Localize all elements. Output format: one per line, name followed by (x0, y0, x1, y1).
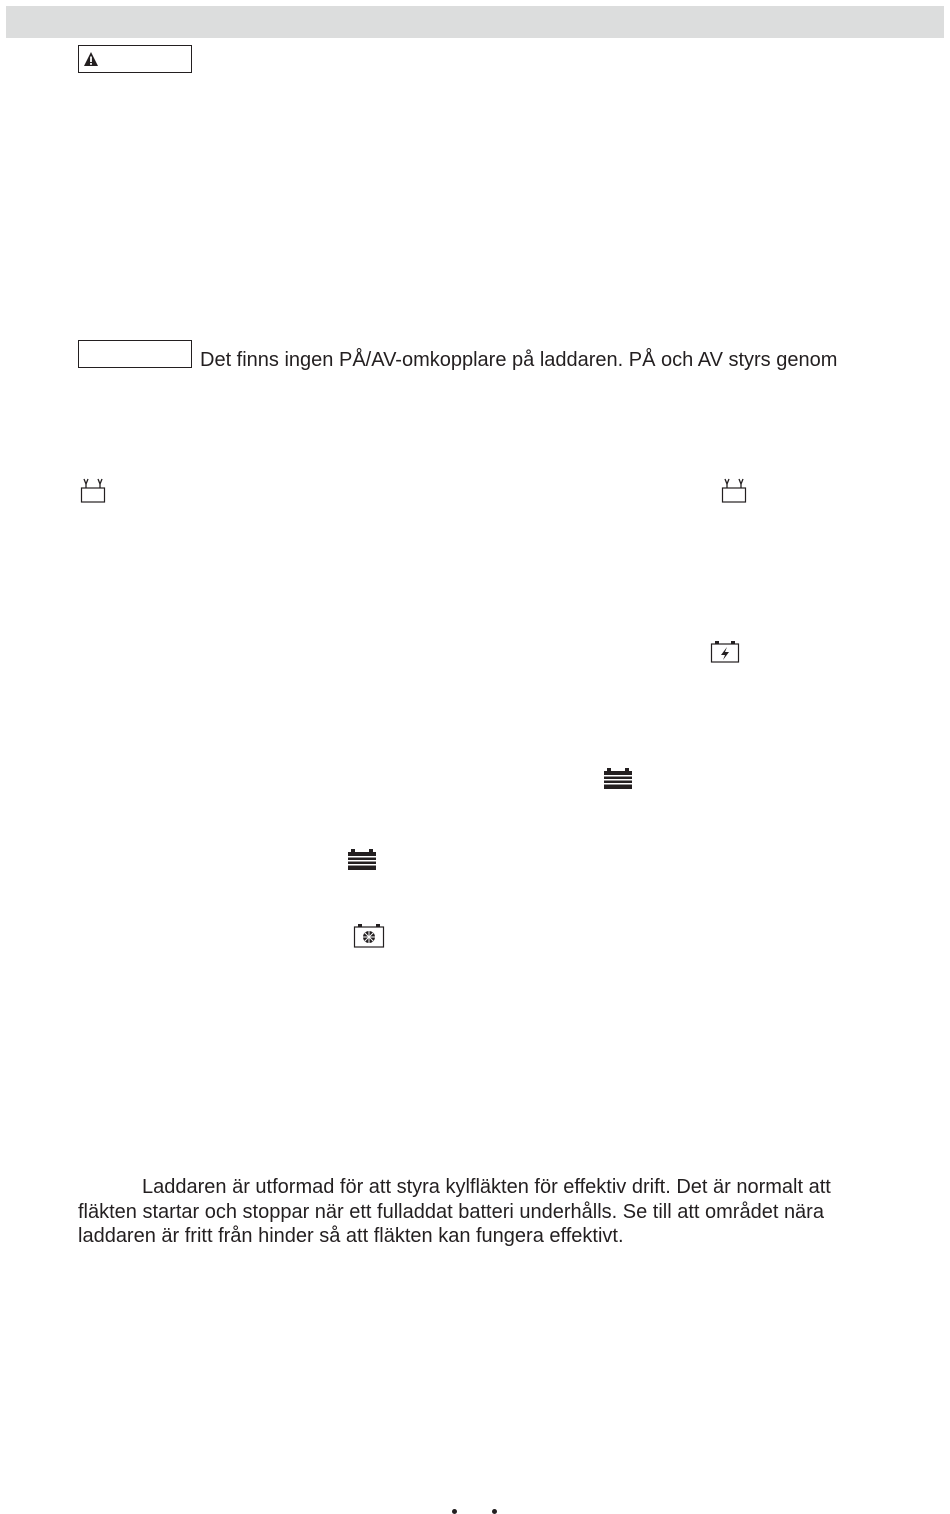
warning-label-box (78, 45, 192, 73)
note-text: Det finns ingen PÅ/AV-omkopplare på laddaren. PÅ och AV styrs genom (200, 349, 838, 371)
fan-paragraph (78, 1175, 908, 1249)
paragraph-line: Laddaren är utformad för att styra kylfläkten för effektiv drift. Det är normalt att (142, 1176, 831, 1198)
paragraph-line: laddaren är fritt från hinder så att fläkten kan fungera effektivt. (78, 1225, 624, 1247)
battery-fan-icon (353, 923, 385, 949)
battery-full-icon (347, 848, 377, 872)
page-dot (492, 1509, 497, 1514)
battery-clamps-icon (721, 477, 747, 503)
battery-charging-icon (710, 640, 740, 664)
header-bar (6, 6, 944, 38)
battery-full-icon (603, 767, 633, 791)
warning-triangle-icon (83, 51, 99, 67)
paragraph-line: fläkten startar och stoppar när ett fulladdat batteri underhålls. Se till att området nära (78, 1200, 824, 1223)
page-dot (452, 1509, 457, 1514)
note-label-box (78, 340, 192, 368)
battery-clamps-icon (80, 477, 106, 503)
